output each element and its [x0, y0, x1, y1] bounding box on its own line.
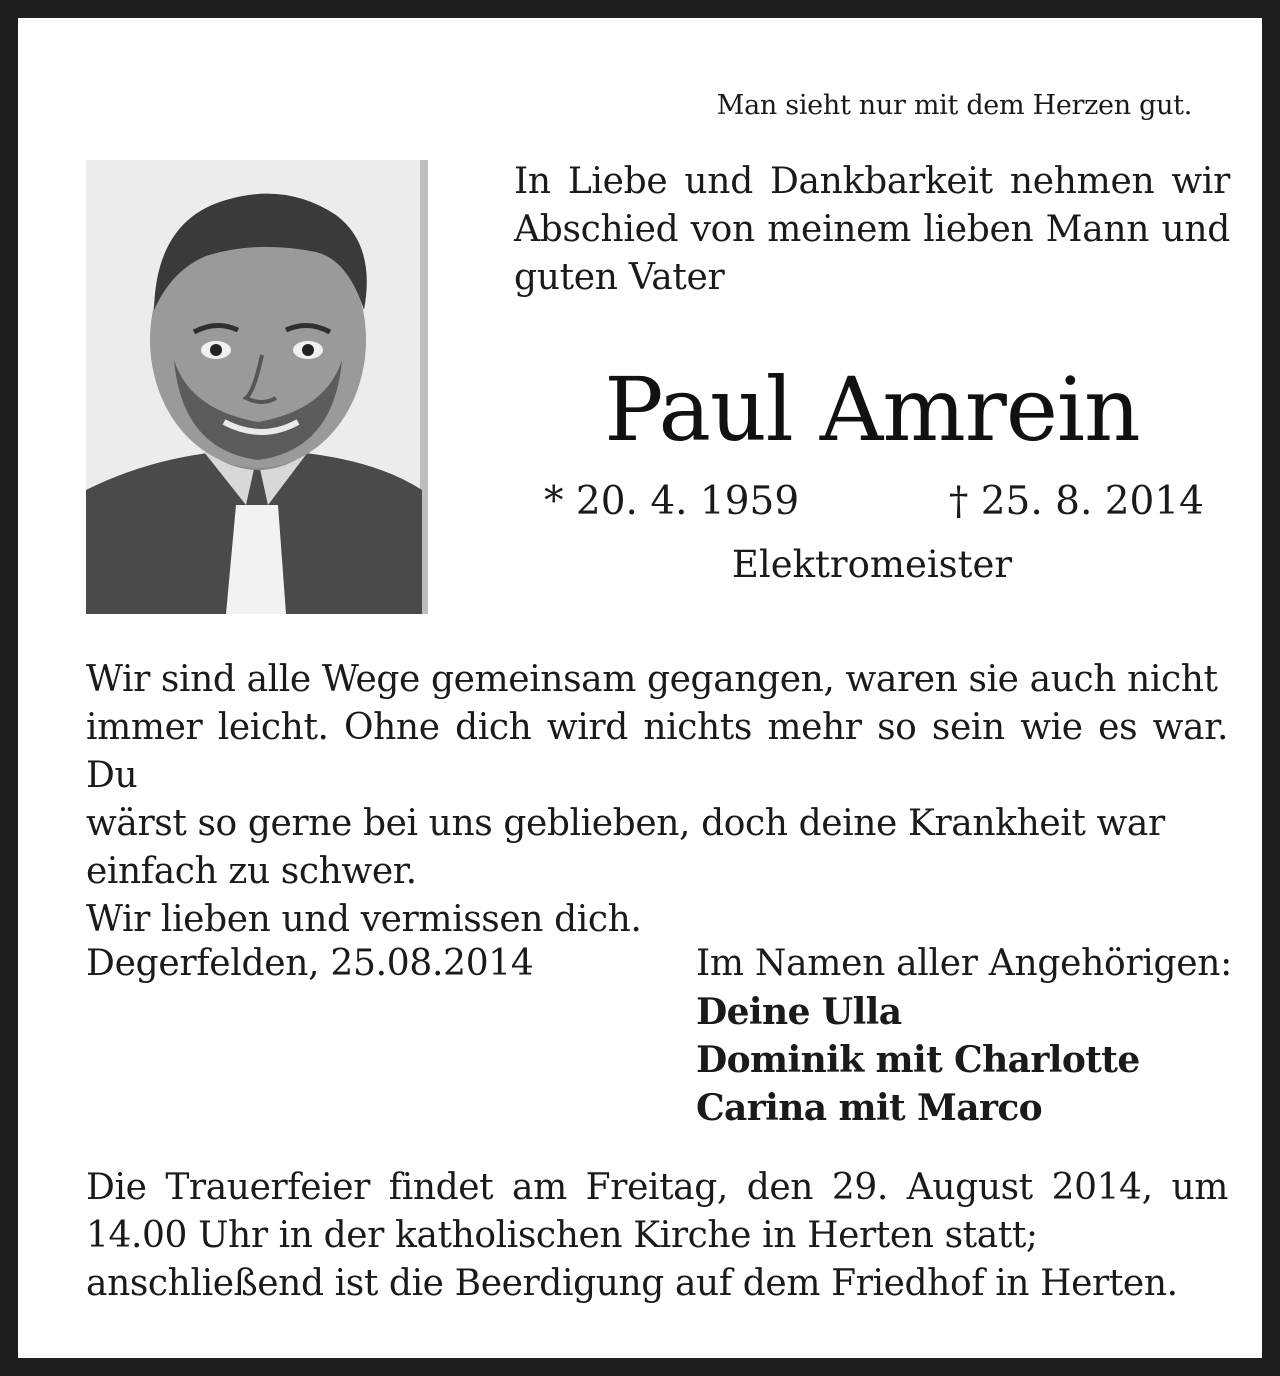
- service-line: anschließend ist die Beerdigung auf dem Friedhof in Herten.: [86, 1263, 1178, 1304]
- family-member: Deine Ulla: [696, 991, 902, 1033]
- service-line: Die Trauerfeier findet am Freitag, den 29. August 2014, um: [86, 1167, 1228, 1208]
- occupation: Elektromeister: [731, 543, 1013, 586]
- deceased-name: Paul Amrein: [604, 358, 1140, 461]
- family-member: Dominik mit Charlotte: [696, 1039, 1140, 1081]
- motto: Man sieht nur mit dem Herzen gut.: [716, 90, 1192, 121]
- family-signature: [696, 940, 1236, 1132]
- portrait-image: [86, 160, 428, 614]
- verse-block: [86, 656, 1228, 944]
- intro-text: In Liebe und Dankbarkeit nehmen wir Abschied von meinem lieben Mann und guten Vater: [514, 161, 1230, 298]
- verse-line: immer leicht. Ohne dich wird nichts mehr so sein wie es war. Du: [86, 707, 1228, 796]
- verse-line: einfach zu schwer.: [86, 851, 417, 892]
- portrait-photo: [86, 160, 428, 614]
- service-line: 14.00 Uhr in der katholischen Kirche in Herten statt;: [86, 1215, 1038, 1256]
- death-date: † 25. 8. 2014: [948, 479, 1204, 524]
- verse-line: wärst so gerne bei uns geblieben, doch deine Krankheit war: [86, 803, 1165, 844]
- service-info: [86, 1164, 1228, 1308]
- birth-date: * 20. 4. 1959: [544, 479, 800, 524]
- family-member: Carina mit Marco: [696, 1087, 1043, 1129]
- verse-line: Wir lieben und vermissen dich.: [86, 899, 642, 940]
- verse-line: Wir sind alle Wege gemeinsam gegangen, waren sie auch nicht: [86, 659, 1218, 700]
- place-date: Degerfelden, 25.08.2014: [86, 943, 534, 984]
- family-intro: Im Namen aller Angehörigen:: [696, 943, 1232, 984]
- life-dates: [544, 476, 1204, 528]
